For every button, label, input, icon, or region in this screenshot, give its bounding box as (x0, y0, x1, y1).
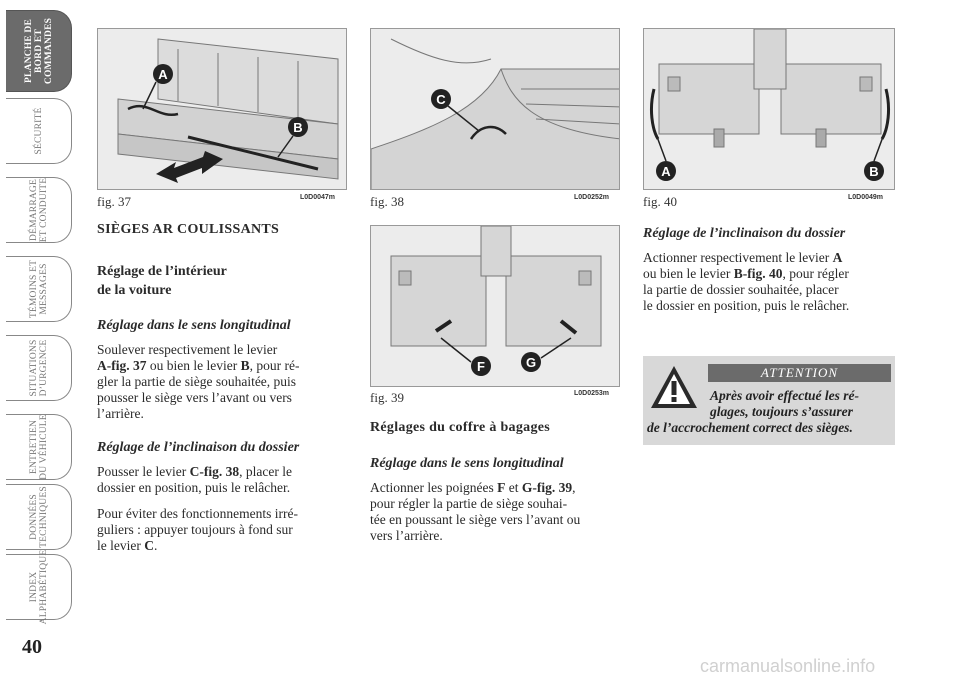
text-line (370, 480, 620, 496)
fig40-code: L0D0049m (848, 194, 884, 201)
fig38-label-c: C (436, 92, 446, 107)
ref-fig39: G-fig. 39 (521, 480, 573, 495)
tab-index[interactable]: INDEX ALPHABÉTIQUE (6, 554, 72, 620)
text-span: . (153, 538, 158, 553)
text-line: tée en poussant le siège vers l’avant ou (370, 512, 581, 527)
ref-lever-a: A (832, 250, 843, 265)
heading-dossier: Réglage de l’inclinaison du dossier (643, 226, 846, 241)
ref-fig40: B-fig. 40 (733, 266, 783, 281)
tab-planche-de-bord[interactable]: PLANCHE DE BORD ET COMMANDES (6, 10, 72, 92)
fig37-caption: fig. 37 (97, 194, 131, 209)
fig39-code: L0D0253m (574, 390, 610, 397)
text-line: la partie de dossier souhaitée, placer (643, 282, 839, 297)
subtitle-line-2: de la voiture (97, 283, 172, 298)
warning-line-2: glages, toujours s’assurer (710, 404, 853, 419)
text-line: l’arrière. (97, 406, 144, 421)
heading-coffre: Réglages du coffre à bagages (370, 420, 551, 435)
text-line (97, 464, 347, 480)
seat-slide-illustration (98, 29, 347, 190)
tab-temoins[interactable]: TÉMOINS ET MESSAGES (6, 256, 72, 322)
text-span: , (572, 480, 576, 495)
warning-triangle-icon (649, 364, 699, 410)
text-span: Actionner respectivement le levier (643, 250, 833, 265)
text-span: , pour ré- (249, 358, 300, 373)
text-line: Pour éviter des fonctionnements irré- (97, 506, 298, 521)
side-tabs (0, 0, 80, 640)
fig39-caption: fig. 39 (370, 390, 404, 405)
ref-handle-f: F (497, 480, 506, 495)
text-span: et (505, 480, 522, 495)
paragraph-coffre (370, 480, 620, 544)
fig39-label-f: F (477, 359, 485, 374)
fig38-caption: fig. 38 (370, 194, 404, 209)
figure-38-image (370, 28, 620, 190)
tab-securite[interactable]: SÉCURITÉ (6, 98, 72, 164)
warning-box (643, 356, 895, 445)
text-span: ou bien le levier (146, 358, 241, 373)
text-line (643, 250, 895, 266)
fig40-label-b: B (869, 164, 879, 179)
fig37-label-b: B (293, 120, 303, 135)
fig39-label-g: G (525, 355, 537, 370)
figure-40-image (643, 28, 895, 190)
warning-header: ATTENTION (708, 364, 891, 382)
fig37-label-a: A (158, 67, 168, 82)
ref-lever-b: B (240, 358, 250, 373)
warning-line-1: Après avoir effectué les ré- (710, 388, 859, 403)
subheading-coffre: Réglage dans le sens longitudinal (370, 456, 564, 471)
text-line: guliers : appuyer toujours à fond sur (97, 522, 293, 537)
backrest-levers-illustration (644, 29, 895, 190)
heading-longitudinal: Réglage dans le sens longitudinal (97, 318, 291, 333)
paragraph-note (97, 506, 347, 554)
trunk-handles-illustration (371, 226, 620, 387)
tab-demarrage[interactable]: DÉMARRAGE ET CONDUITE (6, 177, 72, 243)
fig40-label-a: A (661, 164, 671, 179)
section-subtitle (97, 262, 227, 300)
warning-line-3: de l’accrochement correct des sièges. (647, 420, 853, 435)
watermark: carmanualsonline.info (700, 656, 876, 676)
text-line (97, 358, 347, 374)
fig40-caption: fig. 40 (643, 194, 677, 209)
text-span: , placer le (239, 464, 292, 479)
text-line: Soulever respectivement le levier (97, 342, 278, 357)
text-line: dossier en position, puis le relâcher. (97, 480, 291, 495)
text-line: vers l’arrière. (370, 528, 443, 543)
figure-37-image (97, 28, 347, 190)
fig38-code: L0D0252m (574, 194, 610, 201)
heading-inclinaison: Réglage de l’inclinaison du dossier (97, 440, 300, 455)
text-line (97, 538, 347, 554)
fig37-code: L0D0047m (300, 194, 336, 201)
text-line: pousser le siège vers l’avant ou vers (97, 390, 292, 405)
tab-donnees[interactable]: DONNÉES TECHNIQUES (6, 484, 72, 550)
seat-recline-illustration (371, 29, 620, 190)
paragraph-longitudinal (97, 342, 347, 422)
tab-situations[interactable]: SITUATIONS D’URGENCE (6, 335, 72, 401)
paragraph-dossier (643, 250, 895, 314)
text-span: le levier (97, 538, 145, 553)
text-span: , pour régler (782, 266, 849, 281)
page-number: 40 (22, 636, 42, 658)
figure-39-image (370, 225, 620, 387)
text-span: Actionner les poignées (370, 480, 498, 495)
text-line: pour régler la partie de siège souhai- (370, 496, 568, 511)
section-title: SIÈGES AR COULISSANTS (97, 222, 280, 237)
ref-fig38: C-fig. 38 (189, 464, 240, 479)
paragraph-inclinaison (97, 464, 347, 496)
ref-lever-c: C (144, 538, 154, 553)
text-span: ou bien le levier (643, 266, 734, 281)
ref-fig37: A-fig. 37 (97, 358, 147, 373)
text-line: le dossier en position, puis le relâcher. (643, 298, 850, 313)
text-span: Pousser le levier (97, 464, 190, 479)
subtitle-line-1: Réglage de l’intérieur (97, 264, 227, 279)
text-line: gler la partie de siège souhaitée, puis (97, 374, 297, 389)
tab-entretien[interactable]: ENTRETIEN DU VÉHICULE (6, 414, 72, 480)
text-line (643, 266, 895, 282)
